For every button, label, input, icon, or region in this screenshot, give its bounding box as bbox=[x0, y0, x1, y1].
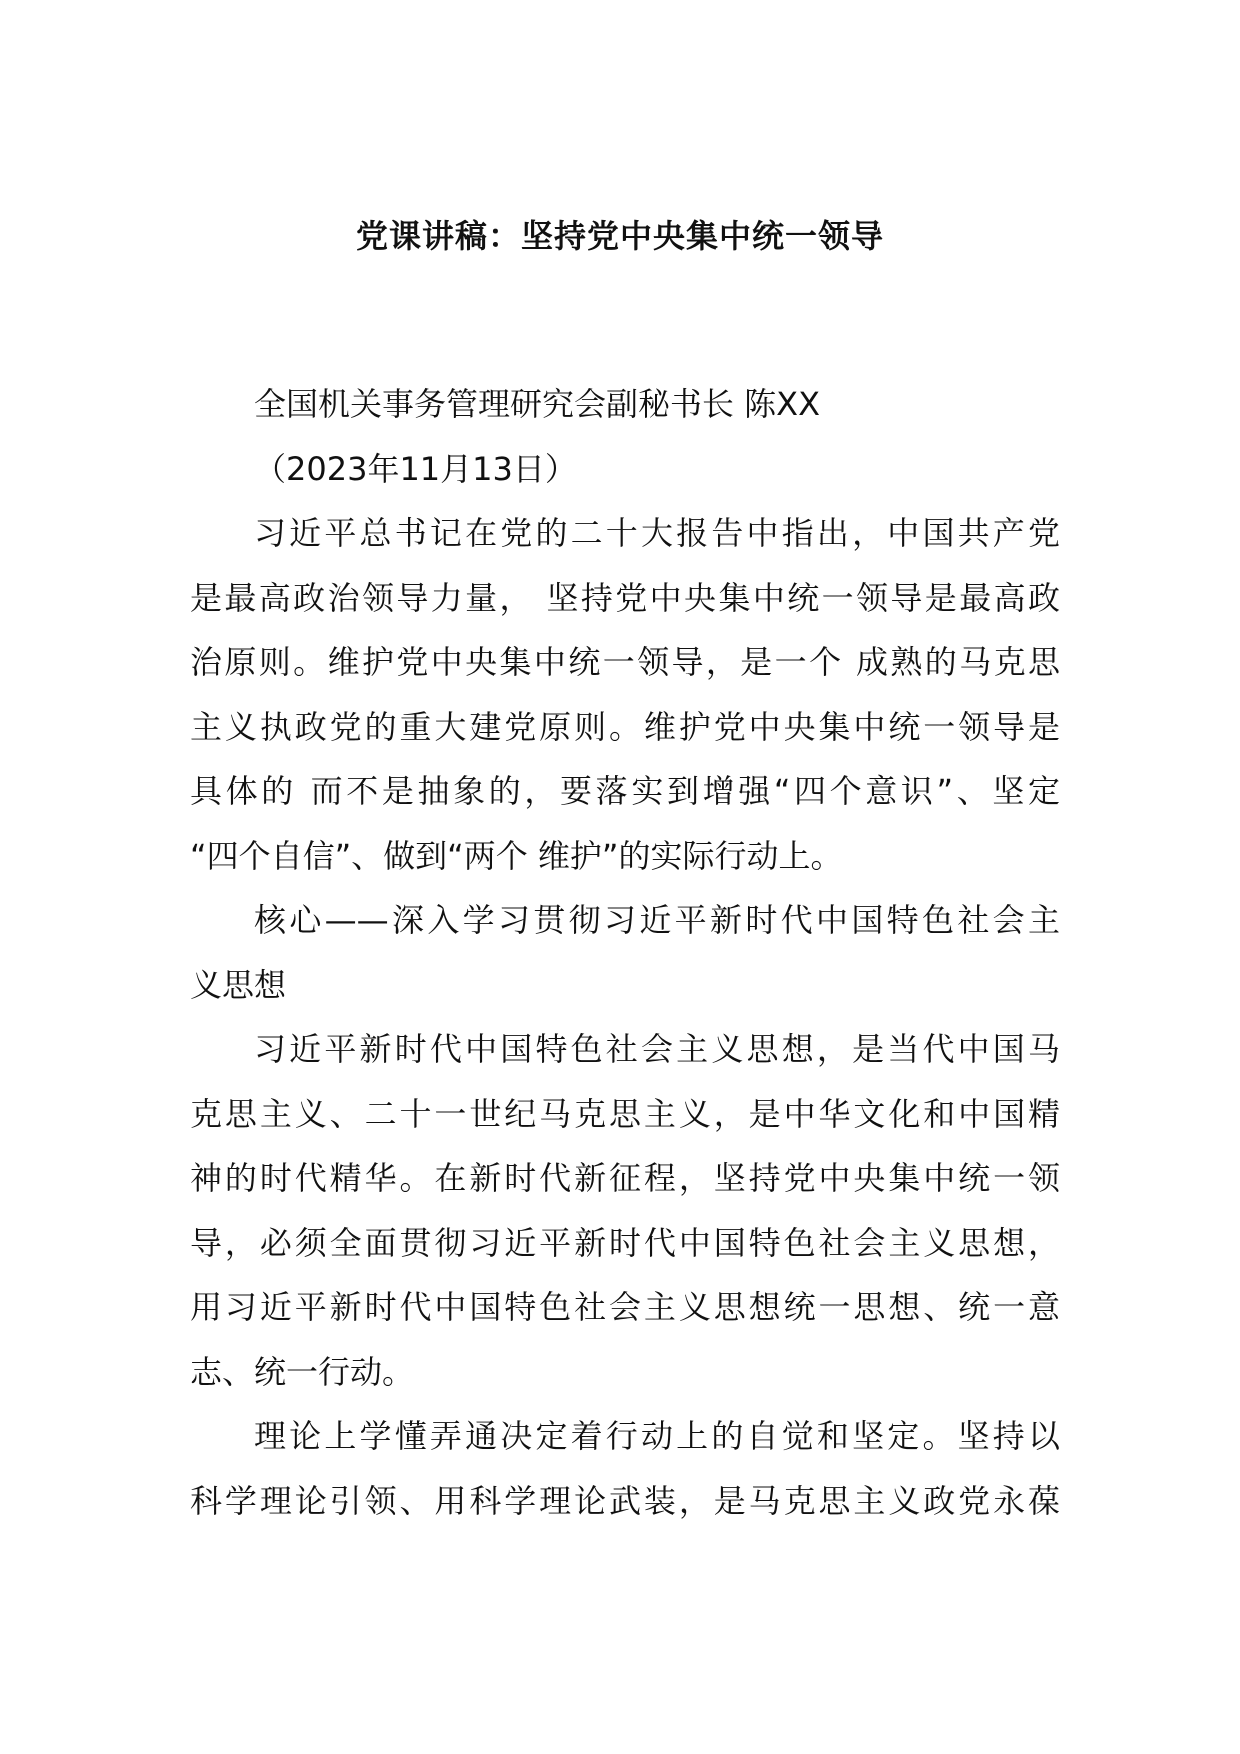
page-title: 党课讲稿：坚持党中央集中统一领导 bbox=[355, 217, 884, 255]
paragraph-line: 理论上学懂弄通决定着行动上的自觉和坚定。坚持以 bbox=[254, 1417, 1060, 1455]
paragraph-2 bbox=[190, 1017, 1060, 1404]
paragraph-line: 用习近平新时代中国特色社会主义思想统一思想、统一意 bbox=[190, 1288, 1060, 1326]
date-line: （2023年11月13日） bbox=[254, 449, 577, 488]
paragraph-line: 治原则。维护党中央集中统一领导，是一个 成熟的马克思 bbox=[190, 643, 1060, 681]
paragraph-line: 具体的 而不是抽象的，要落实到增强“四个意识”、坚定 bbox=[190, 772, 1060, 810]
paragraph-line: 导，必须全面贯彻习近平新时代中国特色社会主义思想， bbox=[190, 1223, 1060, 1262]
paragraph-line: 习近平新时代中国特色社会主义思想，是当代中国马 bbox=[254, 1030, 1060, 1068]
paragraph-line: “四个自信”、做到“两个 维护”的实际行动上。 bbox=[190, 836, 843, 875]
document-body bbox=[190, 372, 1060, 1533]
paragraph-1 bbox=[190, 501, 1060, 888]
heading-line: 核心——深入学习贯彻习近平新时代中国特色社会主 bbox=[254, 901, 1060, 939]
paragraph-line: 习近平总书记在党的二十大报告中指出，中国共产党 bbox=[254, 514, 1060, 552]
paragraph-3 bbox=[190, 1404, 1060, 1533]
author-line: 全国机关事务管理研究会副秘书长 陈XX bbox=[254, 385, 821, 423]
paragraph-line: 是最高政治领导力量， 坚持党中央集中统一领导是最高政 bbox=[190, 578, 1060, 617]
paragraph-line: 克思主义、二十一世纪马克思主义，是中华文化和中国精 bbox=[190, 1094, 1060, 1133]
heading-line: 义思想 bbox=[190, 965, 287, 1004]
section-heading bbox=[190, 888, 1060, 1017]
paragraph-line: 科学理论引领、用科学理论武装，是马克思主义政党永葆 bbox=[190, 1481, 1060, 1520]
paragraph-line: 志、统一行动。 bbox=[190, 1352, 415, 1391]
paragraph-line: 神的时代精华。在新时代新征程，坚持党中央集中统一领 bbox=[190, 1159, 1060, 1197]
paragraph-line: 主义执政党的重大建党原则。维护党中央集中统一领导是 bbox=[190, 707, 1060, 746]
